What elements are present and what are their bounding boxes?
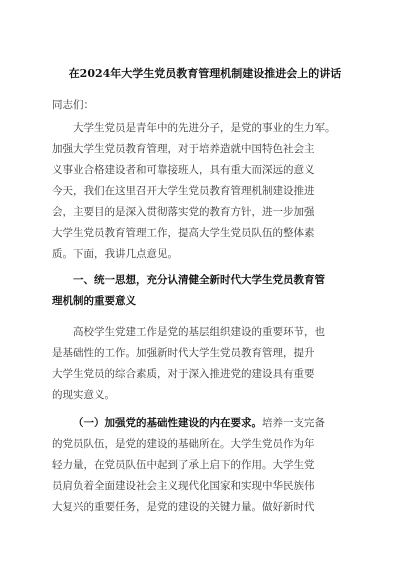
section-heading-line: 一、统一思想，充分认清健全新时代大学生党员教育管 xyxy=(73,274,325,286)
section-line: 高校学生党建工作是党的基层组织建设的重要环节，也 xyxy=(73,326,325,338)
document-title: 在2024年大学生党员教育管理机制建设推进会上的讲话 xyxy=(68,67,342,80)
intro-paragraph xyxy=(52,118,357,265)
section-line: 是基础性的工作。加强新时代大学生党员教育管理，提升 xyxy=(52,347,315,359)
subsection-paragraph xyxy=(52,413,357,518)
intro-line: 义事业合格建设者和可靠接班人，具有重大而深远的意义 xyxy=(52,164,315,176)
subsection-line: 大复兴的重要任务，是党的建设的关键力量。做好新时代 xyxy=(52,501,315,513)
section-heading-line: 理机制的重要意义 xyxy=(52,295,136,307)
subsection-first-text: 培养一支完备 xyxy=(262,417,325,429)
section-paragraph xyxy=(52,322,357,406)
subsection-line: 轻力量，在党员队伍中起到了承上启下的作用。大学生党 xyxy=(52,459,315,471)
subsection-heading: （一）加强党的基础性建设的内在要求。 xyxy=(73,417,262,429)
intro-line: 大学生党员是青年中的先进分子，是党的事业的生力军。 xyxy=(73,122,336,134)
section-heading xyxy=(52,270,357,312)
intro-line: 会，主要目的是深入贯彻落实党的教育方针，进一步加强 xyxy=(52,206,315,218)
subsection-line: 员肩负着全面建设社会主义现代化国家和实现中华民族伟 xyxy=(52,480,315,492)
section-line: 的现实意义。 xyxy=(52,389,115,401)
subsection-line: 的党员队伍，是党的建设的基础所在。大学生党员作为年 xyxy=(52,438,315,450)
intro-line: 质。下面，我讲几点意见。 xyxy=(52,248,178,260)
intro-line: 大学生党员教育管理工作，提高大学生党员队伍的整体素 xyxy=(52,227,315,239)
intro-line: 加强大学生党员教育管理，对于培养造就中国特色社会主 xyxy=(52,143,315,155)
section-line: 大学生党员的综合素质，对于深入推进党的建设具有重要 xyxy=(52,368,315,380)
intro-line: 今天，我们在这里召开大学生党员教育管理机制建设推进 xyxy=(52,185,315,197)
subsection-first-line xyxy=(52,413,357,434)
greeting: 同志们： xyxy=(52,99,94,111)
